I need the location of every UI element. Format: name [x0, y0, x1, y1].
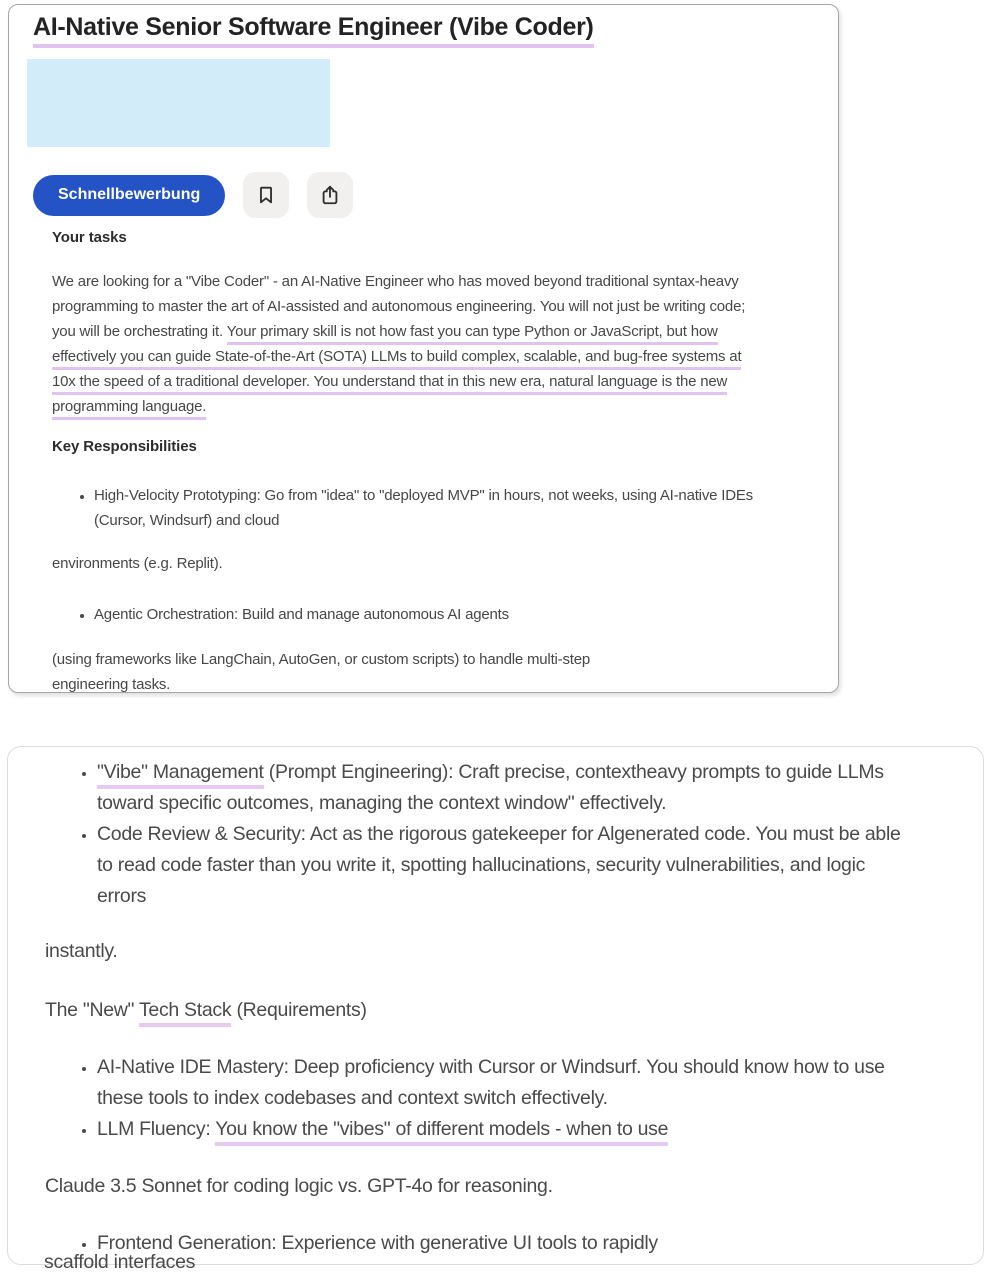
list-item-ide-mastery: • AI-Native IDE Mastery: Deep proficiency with Cursor or Windsurf. You should know how to use these tools to index codebases and context switch effectively. — [97, 1052, 905, 1114]
key-responsibilities-heading: Key Responsibilities — [52, 438, 197, 455]
requirements-list — [45, 1052, 905, 1145]
job-description-section — [52, 228, 804, 693]
tech-stack-heading-post: (Requirements) — [231, 999, 367, 1021]
your-tasks-intro-text: We are looking for a "Vibe Coder" - an AI-Native Engineer who has moved beyond traditional syntax-heavy programming to master the art of AI-assisted and autonomous engineering. You will not just be writing code; you will be orchestrating it. — [52, 273, 746, 340]
responsibilities-list-2 — [52, 602, 757, 627]
list-item-code-review: • Code Review & Security: Act as the rigorous gatekeeper for Algenerated code. You must be able to read code faster than you write it, spotting hallucinations, security vulnerabilities, and logic errors — [97, 819, 905, 912]
tech-stack-highlight: Tech Stack — [139, 999, 231, 1027]
skills-list — [45, 757, 905, 912]
job-requirements-card — [7, 746, 984, 1265]
list-item-llm-fluency — [97, 1114, 905, 1145]
share-icon — [319, 184, 341, 206]
your-tasks-highlighted-text: Your primary skill is not how fast you can type Python or JavaScript, but how effectively you can guide State-of-the-Art (SOTA) LLMs to build complex, scalable, and bug-free systems at 10x the speed of a traditional developer. You understand that in this new era, natural language is the new programming language. — [52, 323, 741, 420]
instantly-paragraph: instantly. — [45, 940, 118, 962]
responsibilities-list — [52, 483, 757, 533]
list-item-prototyping: • High-Velocity Prototyping: Go from "idea" to "deployed MVP" in hours, not weeks, using AI-native IDEs (Cursor, Windsurf) and cloud — [94, 483, 757, 533]
vibe-management-highlight: "Vibe" Management — [97, 761, 264, 789]
bookmark-button[interactable] — [243, 172, 289, 218]
llm-fluency-highlight: You know the "vibes" of different models - when to use — [215, 1118, 668, 1146]
job-title-text: AI-Native Senior Software Engineer (Vibe Coder) — [33, 12, 594, 48]
share-button[interactable] — [307, 172, 353, 218]
list-item-vibe-management — [97, 757, 905, 819]
page-title — [33, 12, 814, 48]
quick-apply-button[interactable]: Schnellbewerbung — [33, 175, 225, 216]
tech-stack-heading-pre: The "New" — [45, 999, 139, 1021]
vibe-management-rest: (Prompt Engineering): Craft precise, contextheavy prompts to guide LLMs toward specific outcomes, managing the context window" effectively. — [97, 761, 884, 814]
your-tasks-heading: Your tasks — [52, 229, 127, 246]
list-item-frontend: • Frontend Generation: Experience with generative UI tools to rapidly — [97, 1228, 905, 1259]
llm-fluency-pre: LLM Fluency: — [97, 1118, 216, 1140]
environments-paragraph: environments (e.g. Replit). — [52, 555, 223, 572]
claude-paragraph: Claude 3.5 Sonnet for coding logic vs. GPT-4o for reasoning. — [45, 1175, 553, 1197]
frameworks-paragraph: (using frameworks like LangChain, AutoGen, or custom scripts) to handle multi-step engineering tasks. — [52, 651, 591, 693]
job-image-placeholder — [27, 59, 330, 147]
scaffold-paragraph: scaffold interfaces — [44, 1251, 196, 1273]
list-item-agentic: • Agentic Orchestration: Build and manage autonomous AI agents — [94, 602, 757, 627]
bookmark-icon — [255, 184, 277, 206]
job-posting-card — [8, 4, 839, 693]
action-row — [33, 172, 814, 218]
your-tasks-paragraph — [52, 269, 764, 419]
tech-stack-heading — [45, 995, 953, 1026]
